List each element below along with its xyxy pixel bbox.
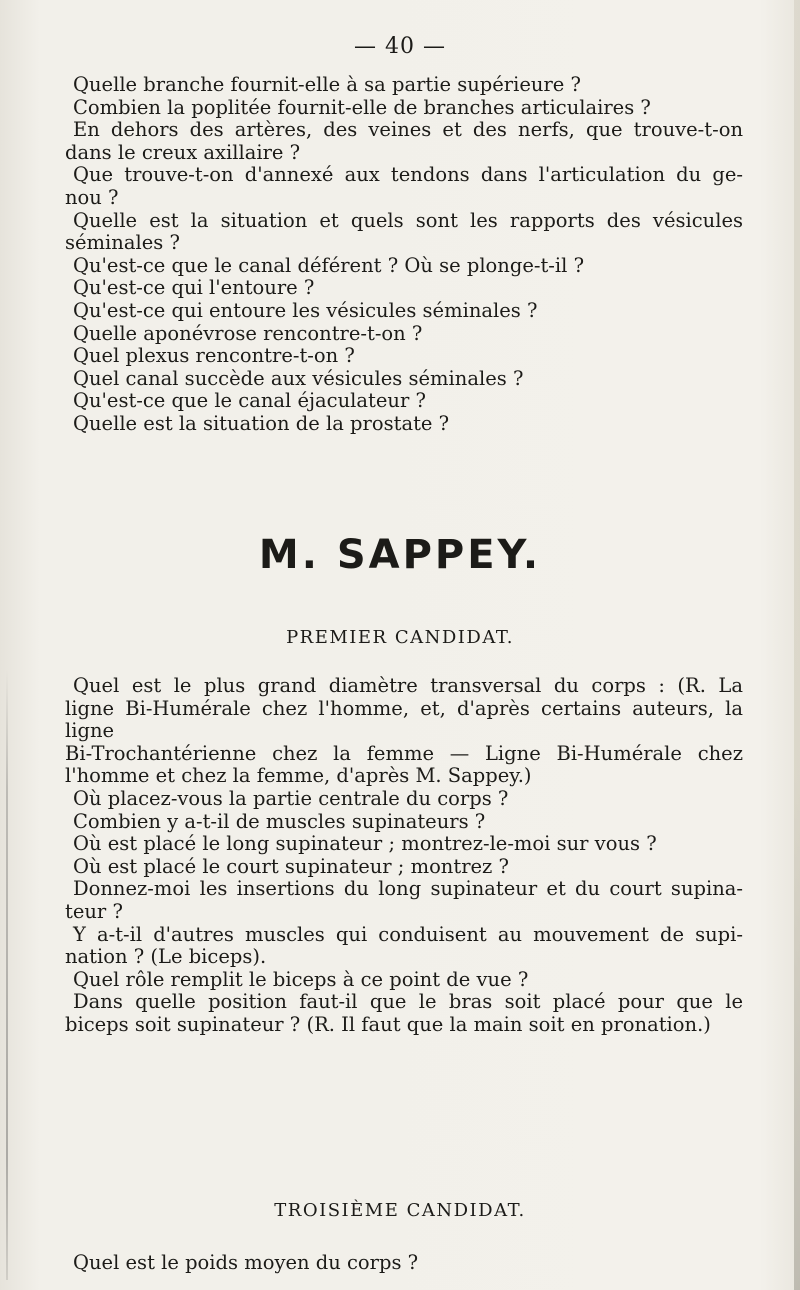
question-line-continuation: teur ? (65, 899, 123, 923)
question-line-continuation: séminales ? (65, 231, 180, 255)
question-line: Donnez-moi les insertions du long supinateur et du court supina- (73, 877, 743, 901)
question-line: Quel canal succède aux vésicules séminales ? (73, 366, 524, 390)
question-line-continuation: dans le creux axillaire ? (65, 140, 301, 164)
question-line: Où est placé le long supinateur ; montrez-le-moi sur vous ? (73, 832, 657, 856)
question-line: Combien y a-t-il de muscles supinateurs ? (73, 809, 486, 833)
question-line: Quel est le poids moyen du corps ? (73, 1251, 419, 1274)
question-line-continuation: nou ? (65, 185, 119, 209)
question-line: Y a-t-il d'autres muscles qui conduisent au mouvement de supi- (73, 922, 743, 946)
question-line: Quelle branche fournit-elle à sa partie supérieure ? (73, 73, 581, 96)
questions-block-top (65, 73, 743, 436)
questions-block-middle (65, 674, 743, 1037)
binding-shadow (6, 670, 8, 1280)
question-line: Quel rôle remplit le biceps à ce point de vue ? (73, 967, 529, 991)
question-line-continuation: ligne Bi-Humérale chez l'homme, et, d'après certains auteurs, la ligne (65, 696, 743, 743)
question-line: Où est placé le court supinateur ; montrez ? (73, 854, 509, 878)
section-heading-premier-candidat: PREMIER CANDIDAT. (286, 627, 514, 648)
question-line-continuation: nation ? (Le biceps). (65, 945, 267, 969)
question-line: Que trouve-t-on d'annexé aux tendons dans l'articulation du ge- (73, 163, 743, 187)
question-line: Quelle est la situation de la prostate ? (73, 411, 450, 435)
question-line: Qu'est-ce que le canal éjaculateur ? (73, 389, 426, 413)
question-line: Qu'est-ce qui entoure les vésicules séminales ? (73, 298, 538, 322)
question-line: Quelle aponévrose rencontre-t-on ? (73, 321, 423, 345)
examiner-heading: M. SAPPEY. (258, 532, 542, 578)
page-number: — 40 — (354, 34, 446, 59)
question-line-continuation: Bi-Trochantérienne chez la femme — Ligne Bi-Humérale chez (65, 741, 743, 765)
question-line: Qu'est-ce qui l'entoure ? (73, 276, 315, 300)
questions-block-bottom (73, 1252, 743, 1275)
section-heading-troisieme-candidat: TROISIÈME CANDIDAT. (274, 1200, 526, 1221)
question-line: Où placez-vous la partie centrale du corps ? (73, 786, 509, 810)
question-line: Combien la poplitée fournit-elle de branches articulaires ? (73, 95, 651, 119)
question-line-continuation: biceps soit supinateur ? (R. Il faut que la main soit en pronation.) (65, 1012, 711, 1036)
question-line: En dehors des artères, des veines et des nerfs, que trouve-t-on (73, 118, 743, 142)
question-line: Quelle est la situation et quels sont les rapports des vésicules (73, 208, 743, 232)
question-line: Dans quelle position faut-il que le bras soit placé pour que le (73, 990, 743, 1014)
question-line: Quel plexus rencontre-t-on ? (73, 344, 355, 368)
question-line: Quel est le plus grand diamètre transversal du corps : (R. La (73, 674, 743, 697)
question-line: Qu'est-ce que le canal déférent ? Où se plonge-t-il ? (73, 253, 585, 277)
question-line-continuation: l'homme et chez la femme, d'après M. Sappey.) (65, 764, 532, 788)
page-edge-shadow (794, 0, 800, 1290)
